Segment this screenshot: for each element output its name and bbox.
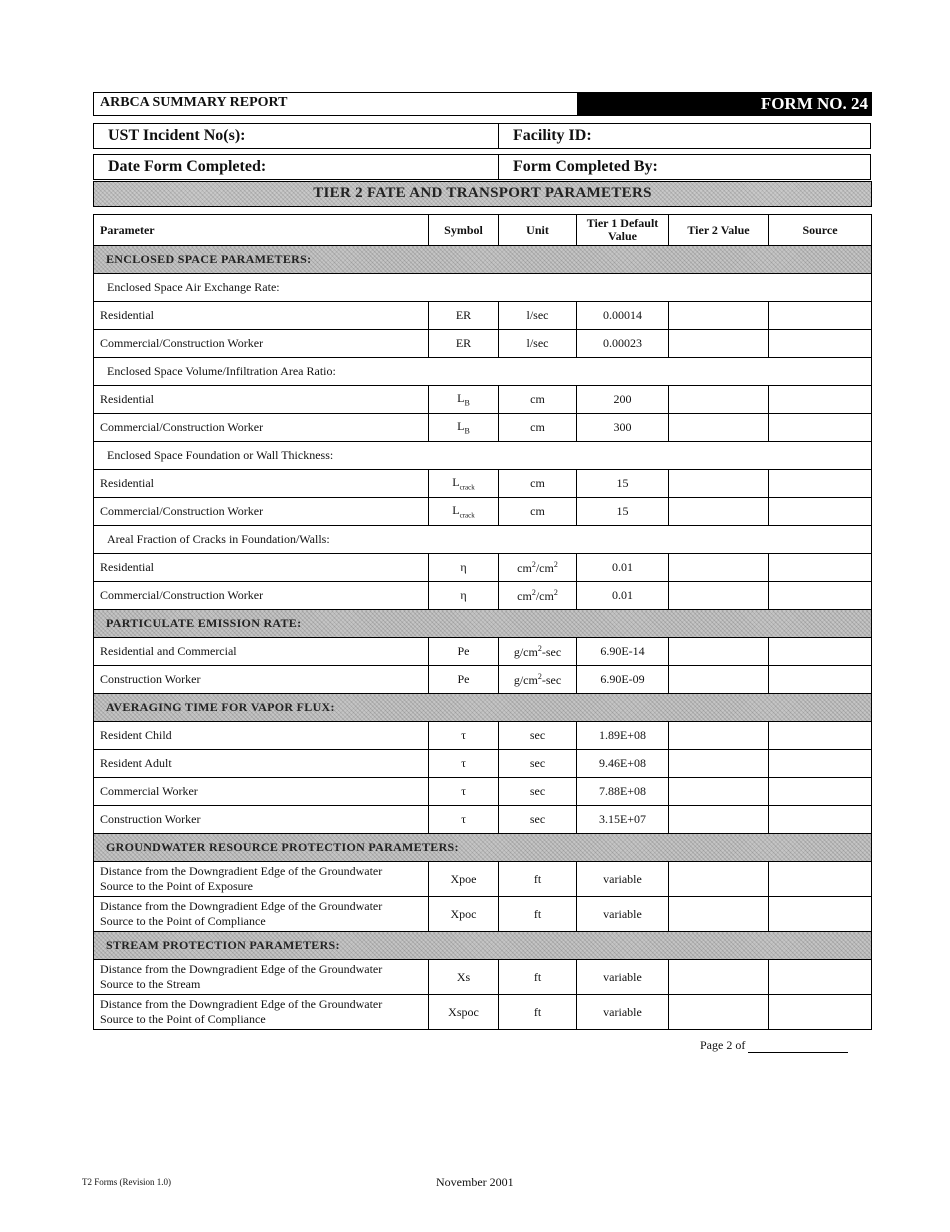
param-cell: Resident Child xyxy=(94,722,429,750)
col-parameter: Parameter xyxy=(94,215,429,246)
table-row xyxy=(94,414,872,442)
source-cell[interactable] xyxy=(769,302,872,330)
default-value-cell: 15 xyxy=(577,498,669,526)
table-row xyxy=(94,862,872,897)
unit-cell: cm xyxy=(499,414,577,442)
param-cell: Residential xyxy=(94,470,429,498)
default-value-cell: 0.00014 xyxy=(577,302,669,330)
param-cell: Commercial Worker xyxy=(94,778,429,806)
source-cell[interactable] xyxy=(769,498,872,526)
unit-base: cm xyxy=(517,588,532,603)
table-row xyxy=(94,722,872,750)
default-value-cell: 6.90E-09 xyxy=(577,666,669,694)
param-cell: Residential xyxy=(94,302,429,330)
param-cell xyxy=(94,897,429,932)
unit-cell xyxy=(499,554,577,582)
source-cell[interactable] xyxy=(769,960,872,995)
page-number xyxy=(700,1038,872,1053)
section-row xyxy=(94,246,872,274)
symbol-cell: Pe xyxy=(429,666,499,694)
completed-by-field[interactable]: Form Completed By: xyxy=(499,154,871,180)
unit-tail: /cm xyxy=(535,560,554,575)
unit-base: g/cm xyxy=(513,672,538,687)
col-symbol: Symbol xyxy=(429,215,499,246)
default-value-cell: variable xyxy=(577,995,669,1030)
unit-base: cm xyxy=(517,560,532,575)
page-total-blank[interactable] xyxy=(748,1040,848,1053)
subheading: Areal Fraction of Cracks in Foundation/Walls: xyxy=(94,526,872,554)
unit-cell: sec xyxy=(499,778,577,806)
table-row xyxy=(94,806,872,834)
param-line: Distance from the Downgradient Edge of the Groundwater xyxy=(100,962,383,976)
source-cell[interactable] xyxy=(769,722,872,750)
unit-cell: ft xyxy=(499,995,577,1030)
source-cell[interactable] xyxy=(769,638,872,666)
default-value-cell: 300 xyxy=(577,414,669,442)
default-value-cell: variable xyxy=(577,897,669,932)
unit-cell: cm xyxy=(499,386,577,414)
section-title: AVERAGING TIME FOR VAPOR FLUX: xyxy=(94,694,872,722)
col-tier2: Tier 2 Value xyxy=(669,215,769,246)
table-row xyxy=(94,960,872,995)
table-row xyxy=(94,778,872,806)
tier2-value-cell[interactable] xyxy=(669,960,769,995)
param-cell: Commercial/Construction Worker xyxy=(94,582,429,610)
tier2-value-cell[interactable] xyxy=(669,414,769,442)
unit-cell: sec xyxy=(499,722,577,750)
tier2-value-cell[interactable] xyxy=(669,722,769,750)
unit-superscript: 2 xyxy=(531,559,536,569)
section-banner: TIER 2 FATE AND TRANSPORT PARAMETERS xyxy=(93,181,872,207)
subheading-row xyxy=(94,526,872,554)
unit-cell: cm xyxy=(499,470,577,498)
default-value-cell: 1.89E+08 xyxy=(577,722,669,750)
ust-incident-field[interactable]: UST Incident No(s): xyxy=(93,123,499,149)
section-title: STREAM PROTECTION PARAMETERS: xyxy=(94,932,872,960)
table-row xyxy=(94,386,872,414)
table-header-row xyxy=(94,215,872,246)
subheading: Enclosed Space Air Exchange Rate: xyxy=(94,274,872,302)
page-label: Page 2 of xyxy=(700,1038,746,1052)
source-cell[interactable] xyxy=(769,470,872,498)
unit-cell: ft xyxy=(499,897,577,932)
unit-cell: sec xyxy=(499,806,577,834)
default-value-cell: 200 xyxy=(577,386,669,414)
param-cell: Commercial/Construction Worker xyxy=(94,414,429,442)
table-row xyxy=(94,750,872,778)
source-cell[interactable] xyxy=(769,750,872,778)
symbol-cell: Xspoc xyxy=(429,995,499,1030)
symbol-cell xyxy=(429,498,499,526)
subheading: Enclosed Space Volume/Infiltration Area Ratio: xyxy=(94,358,872,386)
table-row xyxy=(94,638,872,666)
default-value-cell: 7.88E+08 xyxy=(577,778,669,806)
source-cell[interactable] xyxy=(769,386,872,414)
symbol-cell: Pe xyxy=(429,638,499,666)
unit-superscript: 2 xyxy=(537,671,542,681)
unit-superscript: 2 xyxy=(553,559,558,569)
tier2-value-cell[interactable] xyxy=(669,806,769,834)
default-value-cell: 3.15E+07 xyxy=(577,806,669,834)
tier2-value-cell[interactable] xyxy=(669,330,769,358)
default-value-cell: 15 xyxy=(577,470,669,498)
symbol-subscript: crack xyxy=(459,483,475,492)
source-cell[interactable] xyxy=(769,995,872,1030)
source-cell[interactable] xyxy=(769,414,872,442)
section-title: GROUNDWATER RESOURCE PROTECTION PARAMETERS: xyxy=(94,834,872,862)
form-number: FORM NO. 24 xyxy=(578,92,872,116)
symbol-cell: τ xyxy=(429,778,499,806)
unit-cell: l/sec xyxy=(499,302,577,330)
unit-superscript: 2 xyxy=(531,587,536,597)
symbol-cell: ER xyxy=(429,302,499,330)
symbol-base: L xyxy=(457,419,465,434)
tier2-value-cell[interactable] xyxy=(669,386,769,414)
table-row xyxy=(94,302,872,330)
date-completed-field[interactable]: Date Form Completed: xyxy=(93,154,499,180)
tier2-value-cell[interactable] xyxy=(669,778,769,806)
revision-footer: T2 Forms (Revision 1.0) xyxy=(82,1177,171,1187)
symbol-cell: τ xyxy=(429,750,499,778)
source-cell[interactable] xyxy=(769,862,872,897)
unit-superscript: 2 xyxy=(553,587,558,597)
source-cell[interactable] xyxy=(769,666,872,694)
param-cell: Residential and Commercial xyxy=(94,638,429,666)
unit-superscript: 2 xyxy=(537,643,542,653)
source-cell[interactable] xyxy=(769,330,872,358)
col-unit: Unit xyxy=(499,215,577,246)
parameters-table xyxy=(93,214,872,1030)
unit-tail: /cm xyxy=(535,588,554,603)
table-row xyxy=(94,470,872,498)
col-source: Source xyxy=(769,215,872,246)
param-line: Distance from the Downgradient Edge of the Groundwater xyxy=(100,997,383,1011)
table-row xyxy=(94,666,872,694)
symbol-cell: τ xyxy=(429,806,499,834)
tier2-value-cell[interactable] xyxy=(669,302,769,330)
tier2-value-cell[interactable] xyxy=(669,862,769,897)
subheading-row xyxy=(94,442,872,470)
tier2-value-cell[interactable] xyxy=(669,666,769,694)
symbol-cell: Xs xyxy=(429,960,499,995)
param-cell xyxy=(94,862,429,897)
param-cell: Commercial/Construction Worker xyxy=(94,330,429,358)
section-row xyxy=(94,834,872,862)
param-cell: Construction Worker xyxy=(94,806,429,834)
symbol-base: L xyxy=(452,475,460,490)
symbol-cell xyxy=(429,414,499,442)
default-value-cell: 0.01 xyxy=(577,554,669,582)
symbol-base: L xyxy=(457,391,465,406)
param-line: Distance from the Downgradient Edge of the Groundwater xyxy=(100,864,383,878)
section-row xyxy=(94,610,872,638)
symbol-cell: τ xyxy=(429,722,499,750)
facility-id-field[interactable]: Facility ID: xyxy=(499,123,871,149)
param-line: Source to the Point of Compliance xyxy=(100,914,266,928)
col-tier1: Tier 1 Default Value xyxy=(577,215,669,246)
section-title: ENCLOSED SPACE PARAMETERS: xyxy=(94,246,872,274)
symbol-cell: η xyxy=(429,554,499,582)
section-title: PARTICULATE EMISSION RATE: xyxy=(94,610,872,638)
source-cell[interactable] xyxy=(769,806,872,834)
unit-cell: ft xyxy=(499,960,577,995)
unit-cell xyxy=(499,666,577,694)
table-row xyxy=(94,330,872,358)
unit-tail: -sec xyxy=(541,672,562,687)
symbol-subscript: B xyxy=(464,426,470,436)
unit-base: g/cm xyxy=(513,644,538,659)
symbol-subscript: B xyxy=(464,398,470,408)
symbol-cell: ER xyxy=(429,330,499,358)
source-cell[interactable] xyxy=(769,554,872,582)
table-row xyxy=(94,582,872,610)
unit-cell: ft xyxy=(499,862,577,897)
default-value-cell: 9.46E+08 xyxy=(577,750,669,778)
symbol-cell xyxy=(429,386,499,414)
table-row xyxy=(94,554,872,582)
tier2-value-cell[interactable] xyxy=(669,897,769,932)
table-row xyxy=(94,897,872,932)
tier2-value-cell[interactable] xyxy=(669,470,769,498)
default-value-cell: variable xyxy=(577,862,669,897)
source-cell[interactable] xyxy=(769,897,872,932)
symbol-cell: Xpoc xyxy=(429,897,499,932)
default-value-cell: 0.01 xyxy=(577,582,669,610)
subheading-row xyxy=(94,358,872,386)
unit-cell: sec xyxy=(499,750,577,778)
symbol-base: L xyxy=(452,503,460,518)
tier2-value-cell[interactable] xyxy=(669,554,769,582)
subheading-row xyxy=(94,274,872,302)
table-row xyxy=(94,498,872,526)
unit-cell xyxy=(499,638,577,666)
param-line: Source to the Stream xyxy=(100,977,201,991)
unit-cell xyxy=(499,582,577,610)
param-cell: Resident Adult xyxy=(94,750,429,778)
tier2-value-cell[interactable] xyxy=(669,498,769,526)
default-value-cell: 6.90E-14 xyxy=(577,638,669,666)
tier2-value-cell[interactable] xyxy=(669,750,769,778)
param-line: Distance from the Downgradient Edge of the Groundwater xyxy=(100,899,383,913)
param-cell: Construction Worker xyxy=(94,666,429,694)
param-cell: Commercial/Construction Worker xyxy=(94,498,429,526)
symbol-subscript: crack xyxy=(459,511,475,520)
section-row xyxy=(94,694,872,722)
param-cell: Residential xyxy=(94,554,429,582)
unit-cell: cm xyxy=(499,498,577,526)
tier2-value-cell[interactable] xyxy=(669,995,769,1030)
report-title: ARBCA SUMMARY REPORT xyxy=(93,92,578,116)
unit-tail: -sec xyxy=(541,644,562,659)
symbol-cell: η xyxy=(429,582,499,610)
param-line: Source to the Point of Compliance xyxy=(100,1012,266,1026)
param-cell xyxy=(94,960,429,995)
default-value-cell: 0.00023 xyxy=(577,330,669,358)
symbol-cell: Xpoe xyxy=(429,862,499,897)
symbol-cell xyxy=(429,470,499,498)
date-footer: November 2001 xyxy=(436,1175,514,1189)
tier2-value-cell[interactable] xyxy=(669,582,769,610)
section-row xyxy=(94,932,872,960)
source-cell[interactable] xyxy=(769,582,872,610)
table-row xyxy=(94,995,872,1030)
param-cell: Residential xyxy=(94,386,429,414)
unit-cell: l/sec xyxy=(499,330,577,358)
subheading: Enclosed Space Foundation or Wall Thickness: xyxy=(94,442,872,470)
source-cell[interactable] xyxy=(769,778,872,806)
default-value-cell: variable xyxy=(577,960,669,995)
param-line: Source to the Point of Exposure xyxy=(100,879,253,893)
param-cell xyxy=(94,995,429,1030)
tier2-value-cell[interactable] xyxy=(669,638,769,666)
